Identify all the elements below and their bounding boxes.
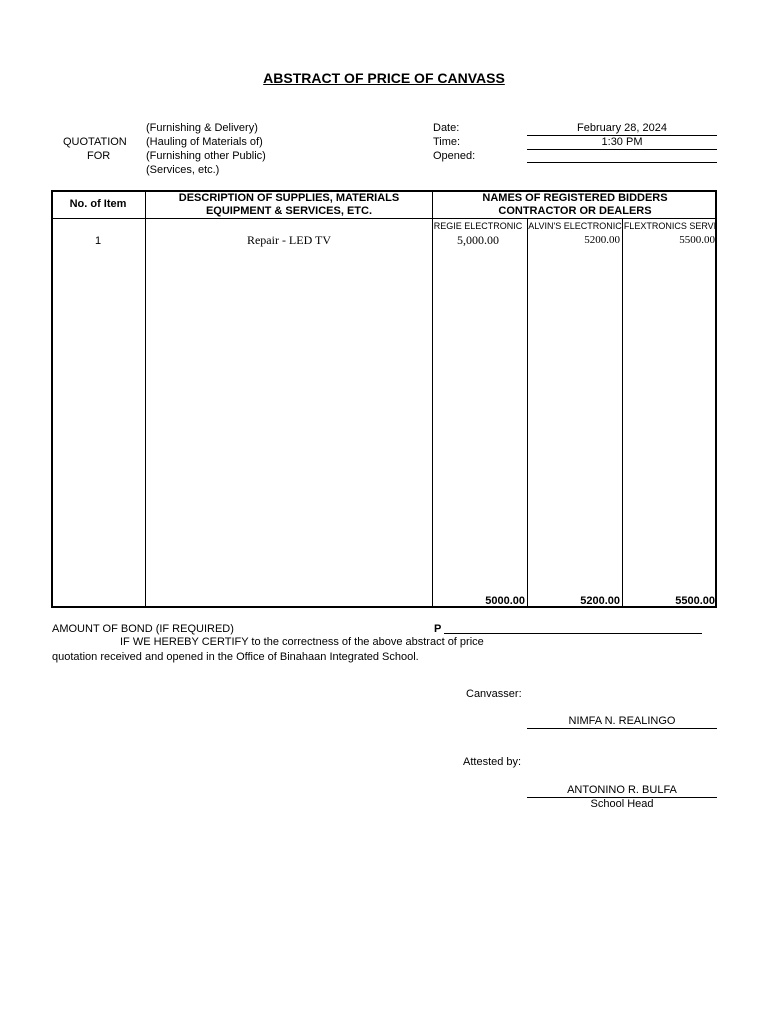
- bidder-name: FLEXTRONICS SERVI: [623, 221, 717, 231]
- bond-underline: [444, 633, 702, 634]
- bidder-name: ALVIN'S ELECTRONIC: [528, 221, 622, 231]
- item-price: 5,000.00: [457, 233, 499, 247]
- canvass-table: [51, 190, 717, 608]
- column-divider: [527, 219, 528, 608]
- total-price: 5500.00: [675, 595, 715, 607]
- quotation-option: (Furnishing & Delivery): [146, 122, 258, 134]
- item-description: Repair - LED TV: [246, 233, 332, 247]
- total-price: 5200.00: [580, 595, 620, 607]
- attested-name: ANTONINO R. BULFA: [567, 784, 677, 796]
- header-bidders: CONTRACTOR OR DEALERS: [498, 205, 652, 217]
- column-divider: [145, 190, 146, 608]
- quotation-for-label: FOR: [87, 150, 111, 162]
- header-description: EQUIPMENT & SERVICES, ETC.: [205, 205, 373, 217]
- bond-currency: P: [434, 623, 442, 635]
- bond-label: AMOUNT OF BOND (IF REQUIRED): [52, 623, 234, 635]
- bidder-name: REGIE ELECTRONIC: [433, 221, 523, 231]
- certify-text: IF WE HEREBY CERTIFY to the correctness of the above abstract of price: [120, 636, 484, 648]
- date-label: Date:: [433, 122, 460, 134]
- date-underline: [527, 135, 717, 136]
- header-description: DESCRIPTION OF SUPPLIES, MATERIALS: [178, 192, 400, 204]
- certify-text: quotation received and opened in the Office of Binahaan Integrated School.: [52, 651, 419, 663]
- time-value: 1:30 PM: [601, 136, 643, 148]
- document-title: ABSTRACT OF PRICE OF CANVASS: [263, 70, 505, 86]
- time-label: Time:: [433, 136, 461, 148]
- canvasser-name: NIMFA N. REALINGO: [568, 715, 676, 727]
- quotation-option: (Hauling of Materials of): [146, 136, 263, 148]
- item-price: 5200.00: [584, 234, 620, 246]
- total-price: 5000.00: [485, 595, 525, 607]
- table-header-divider: [51, 218, 717, 219]
- quotation-option: (Furnishing other Public): [146, 150, 266, 162]
- header-bidders: NAMES OF REGISTERED BIDDERS: [482, 192, 668, 204]
- opened-underline: [527, 162, 717, 163]
- time-underline: [527, 149, 717, 150]
- quotation-label: QUOTATION: [63, 136, 127, 148]
- item-number: 1: [94, 235, 102, 247]
- attested-title: School Head: [590, 798, 654, 810]
- attested-label: Attested by:: [463, 756, 522, 768]
- quotation-option: (Services, etc.): [146, 164, 220, 176]
- column-divider: [622, 219, 623, 608]
- opened-label: Opened:: [433, 150, 476, 162]
- column-divider: [432, 190, 433, 608]
- canvasser-label: Canvasser:: [466, 688, 522, 700]
- date-value: February 28, 2024: [577, 122, 667, 134]
- canvasser-signature-line: [527, 728, 717, 729]
- item-price: 5500.00: [679, 234, 715, 246]
- header-item-no: No. of Item: [69, 198, 127, 210]
